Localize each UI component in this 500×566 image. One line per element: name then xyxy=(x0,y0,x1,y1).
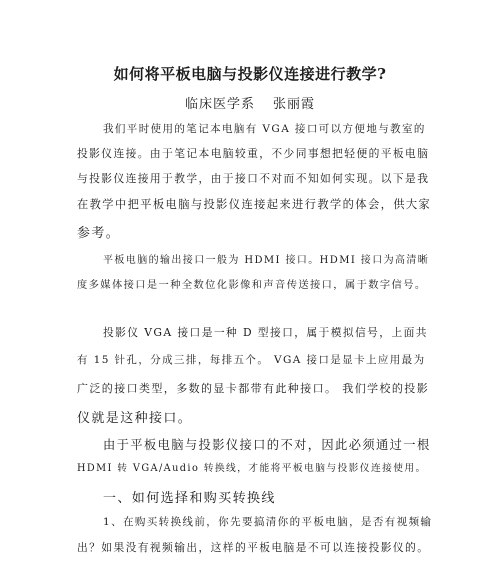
paragraph-line: HDMI 转 VGA/Audio 转换线，才能将平板电脑与投影仪连接使用。 xyxy=(77,463,427,474)
paragraph-line: 在教学中把平板电脑与投影仪连接起来进行教学的体会，供大家 xyxy=(77,198,432,211)
author-line xyxy=(0,93,500,112)
paragraph-line: 平板电脑的输出接口一般为 HDMI 接口。HDMI 接口为高清晰 xyxy=(103,255,430,266)
paragraph-line: 出？如果没有视频输出，这样的平板电脑是不可以连接投影仪的。 xyxy=(77,541,430,554)
paragraph-line: 参考。 xyxy=(77,226,121,241)
section-heading: 一、如何选择和购买转换线 xyxy=(103,491,276,506)
paragraph-line: 度多媒体接口是一种全数位化影像和声音传送接口，属于数字信号。 xyxy=(77,279,427,291)
paragraph-line: 投影仪 VGA 接口是一种 D 型接口，属于模拟信号，上面共 xyxy=(103,326,428,339)
paragraph-line: 广泛的接口类型，多数的显卡都带有此种接口。 我们学校的投影 xyxy=(77,382,430,395)
author-name: 张丽霞 xyxy=(273,97,316,112)
paragraph-line: 有 15 针孔，分成三排，每排五个。 VGA 接口是显卡上应用最为 xyxy=(77,354,426,366)
paragraph-line: 仪就是这种接口。 xyxy=(77,411,193,426)
paragraph-line: 投影仪连接。由于笔记本电脑较重，不少同事想把轻便的平板电脑 xyxy=(77,147,430,160)
author-department: 临床医学系 xyxy=(184,97,255,112)
document-title: 如何将平板电脑与投影仪连接进行教学? xyxy=(113,65,387,83)
paragraph-line: 我们平时使用的笔记本电脑有 VGA 接口可以方便地与教室的 xyxy=(103,123,426,135)
paragraph-line: 与投影仪连接用于教学，由于接口不对而不知如何实现。以下是我 xyxy=(77,172,430,185)
paragraph-line: 由于平板电脑与投影仪接口的不对，因此必须通过一根 xyxy=(103,438,431,452)
paragraph-line: 1、在购买转换线前，你先要搞清你的平板电脑，是否有视频输 xyxy=(103,516,433,528)
